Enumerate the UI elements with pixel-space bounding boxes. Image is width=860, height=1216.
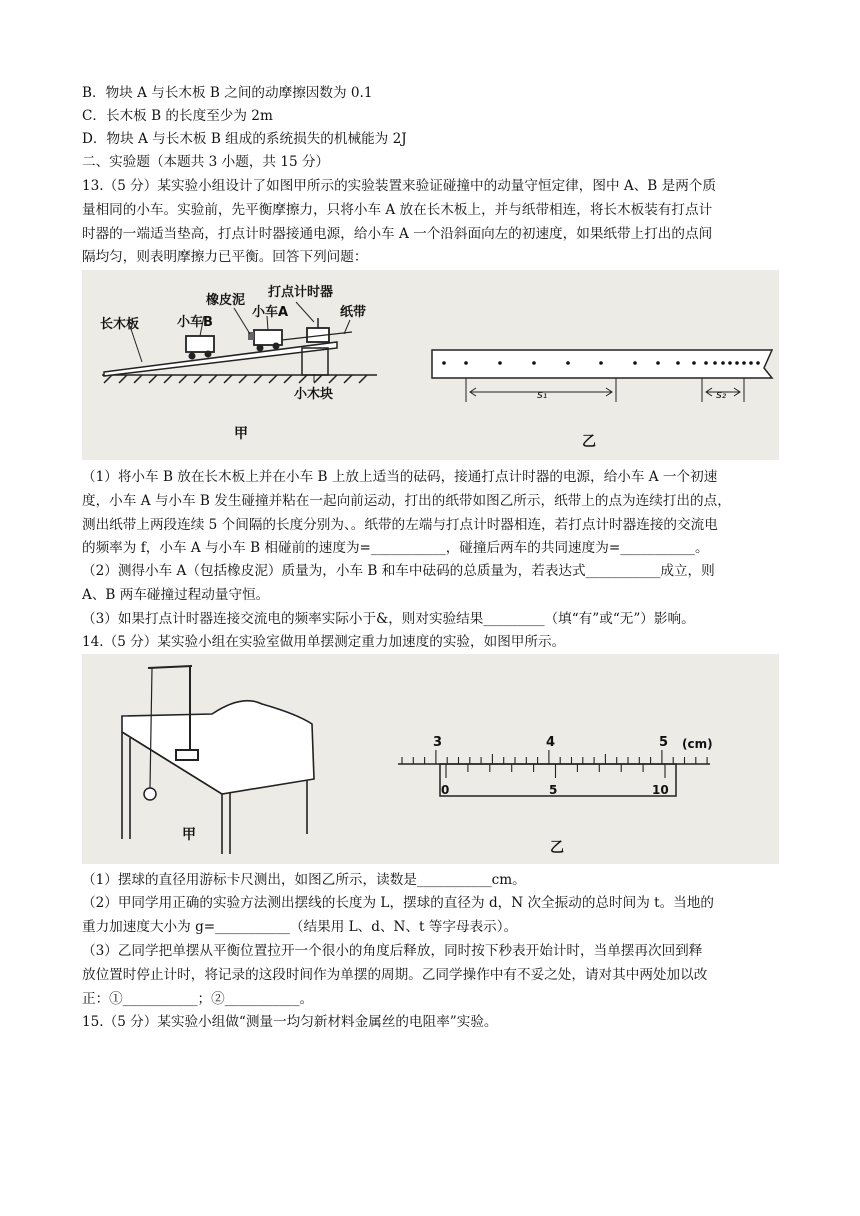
figure-pendulum-svg (82, 654, 779, 864)
q14-part1: （1）摆球的直径用游标卡尺测出，如图乙所示，读数是___________cm。 (82, 872, 526, 888)
label-cart-a: 小车A (252, 305, 289, 320)
scale-unit: (cm) (682, 737, 713, 751)
figure-cart-svg (82, 270, 779, 460)
cart-a (248, 330, 282, 352)
section-heading: 二、实验题（本题共 3 小题，共 15 分） (82, 154, 330, 170)
ground (102, 375, 377, 383)
figure-pendulum (82, 654, 779, 864)
q14-part3-line2: 放位置时停止计时，将记录的这段时间作为单摆的周期。乙同学操作中有不妥之处，请对其中两处加以改 (82, 967, 708, 983)
main-scale-4: 4 (546, 735, 556, 750)
label-putty: 橡皮泥 (206, 293, 246, 308)
vernier-scale-5: 5 (549, 783, 558, 797)
label-timer: 打点计时器 (268, 285, 334, 300)
q14-part2-line2: 重力加速度大小为 g=___________（结果用 L、d、N、t 等字母表示）。 (82, 919, 518, 935)
q15-stem: 15.（5 分）某实验小组做“测量一均匀新材料金属丝的电阻率”实验。 (82, 1014, 498, 1030)
q13-stem-line3: 时器的一端适当垫高，打点计时器接通电源，给小车 A 一个沿斜面向左的初速度，如果纸带上打出的点间 (82, 226, 713, 242)
vernier-caliper (398, 735, 713, 797)
option-d: D．物块 A 与长木板 B 组成的系统损失的机械能为 2J (82, 131, 407, 147)
caption-jia-2: 甲 (182, 827, 196, 843)
figure-cart-apparatus (82, 270, 779, 460)
q14-part3-line1: （3）乙同学把单摆从平衡位置拉开一个很小的角度后释放，同时按下秒表开始计时，当单摆再次回到释 (82, 943, 703, 959)
label-tape: 纸带 (340, 305, 367, 320)
q13-stem-line1: 13.（5 分）某实验小组设计了如图甲所示的实验装置来验证碰撞中的动量守恒定律，图中 A、B 是两个质 (82, 178, 716, 194)
label-s2: s₂ (716, 388, 727, 401)
dot-timer (307, 318, 329, 342)
q13-part1-line3: 测出纸带上两段连续 5 个间隔的长度分别为、。纸带的左端与打点计时器相连，若打点计时器连接的交流电 (82, 517, 718, 533)
option-c: C．长木板 B 的长度至少为 2m (82, 108, 273, 124)
q13-stem-line2: 量相同的小车。实验前，先平衡摩擦力，只将小车 A 放在长木板上，并与纸带相连，将长木板装有打点计 (82, 202, 713, 218)
vernier-scale-10: 10 (652, 783, 669, 797)
caption-yi-2: 乙 (550, 840, 564, 856)
option-b: B．物块 A 与长木板 B 之间的动摩擦因数为 0.1 (82, 85, 373, 101)
cart-b (186, 336, 214, 360)
main-scale-3: 3 (433, 735, 443, 750)
label-cart-b: 小车B (177, 315, 213, 330)
q13-part1-line1: （1）将小车 B 放在长木板上并在小车 B 上放上适当的砝码，接通打点计时器的电源，给小车 A 一个初速 (82, 469, 718, 485)
caption-yi-1: 乙 (582, 434, 596, 450)
q14-part3-line3: 正：①___________；②___________。 (82, 991, 314, 1007)
vernier-scale-0: 0 (441, 783, 450, 797)
q13-part2-line1: （2）测得小车 A（包括橡皮泥）质量为，小车 B 和车中砝码的总质量为，若表达式___________成立，则 (82, 563, 715, 579)
label-board: 长木板 (100, 317, 140, 332)
q13-stem-line4: 隔均匀，则表明摩擦力已平衡。回答下列问题： (82, 249, 368, 265)
pendulum-bob (144, 788, 156, 800)
label-s1: s₁ (537, 388, 548, 401)
q13-part1-line2: 度，小车 A 与小车 B 发生碰撞并粘在一起向前运动，打出的纸带如图乙所示，纸带上的点为连续打出的点， (82, 493, 731, 509)
paper-tape (432, 350, 772, 402)
q13-part2-line2: A、B 两车碰撞过程动量守恒。 (82, 587, 270, 603)
q14-stem: 14.（5 分）某实验小组在实验室做用单摆测定重力加速度的实验，如图甲所示。 (82, 634, 566, 650)
main-scale-5: 5 (659, 735, 669, 750)
caption-jia-1: 甲 (234, 426, 248, 442)
q13-part1-line4: 的频率为 f，小车 A 与小车 B 相碰前的速度为=___________，碰撞后两车的共同速度为=___________。 (82, 540, 709, 556)
label-block: 小木块 (294, 387, 334, 402)
q13-part3: （3）如果打点计时器连接交流电的频率实际小于&，则对实验结果_________（填“有”或“无”）影响。 (82, 611, 695, 627)
q14-part2-line1: （2）甲同学用正确的实验方法测出摆线的长度为 L，摆球的直径为 d，N 次全振动的总时间为 t。当地的 (82, 895, 714, 911)
